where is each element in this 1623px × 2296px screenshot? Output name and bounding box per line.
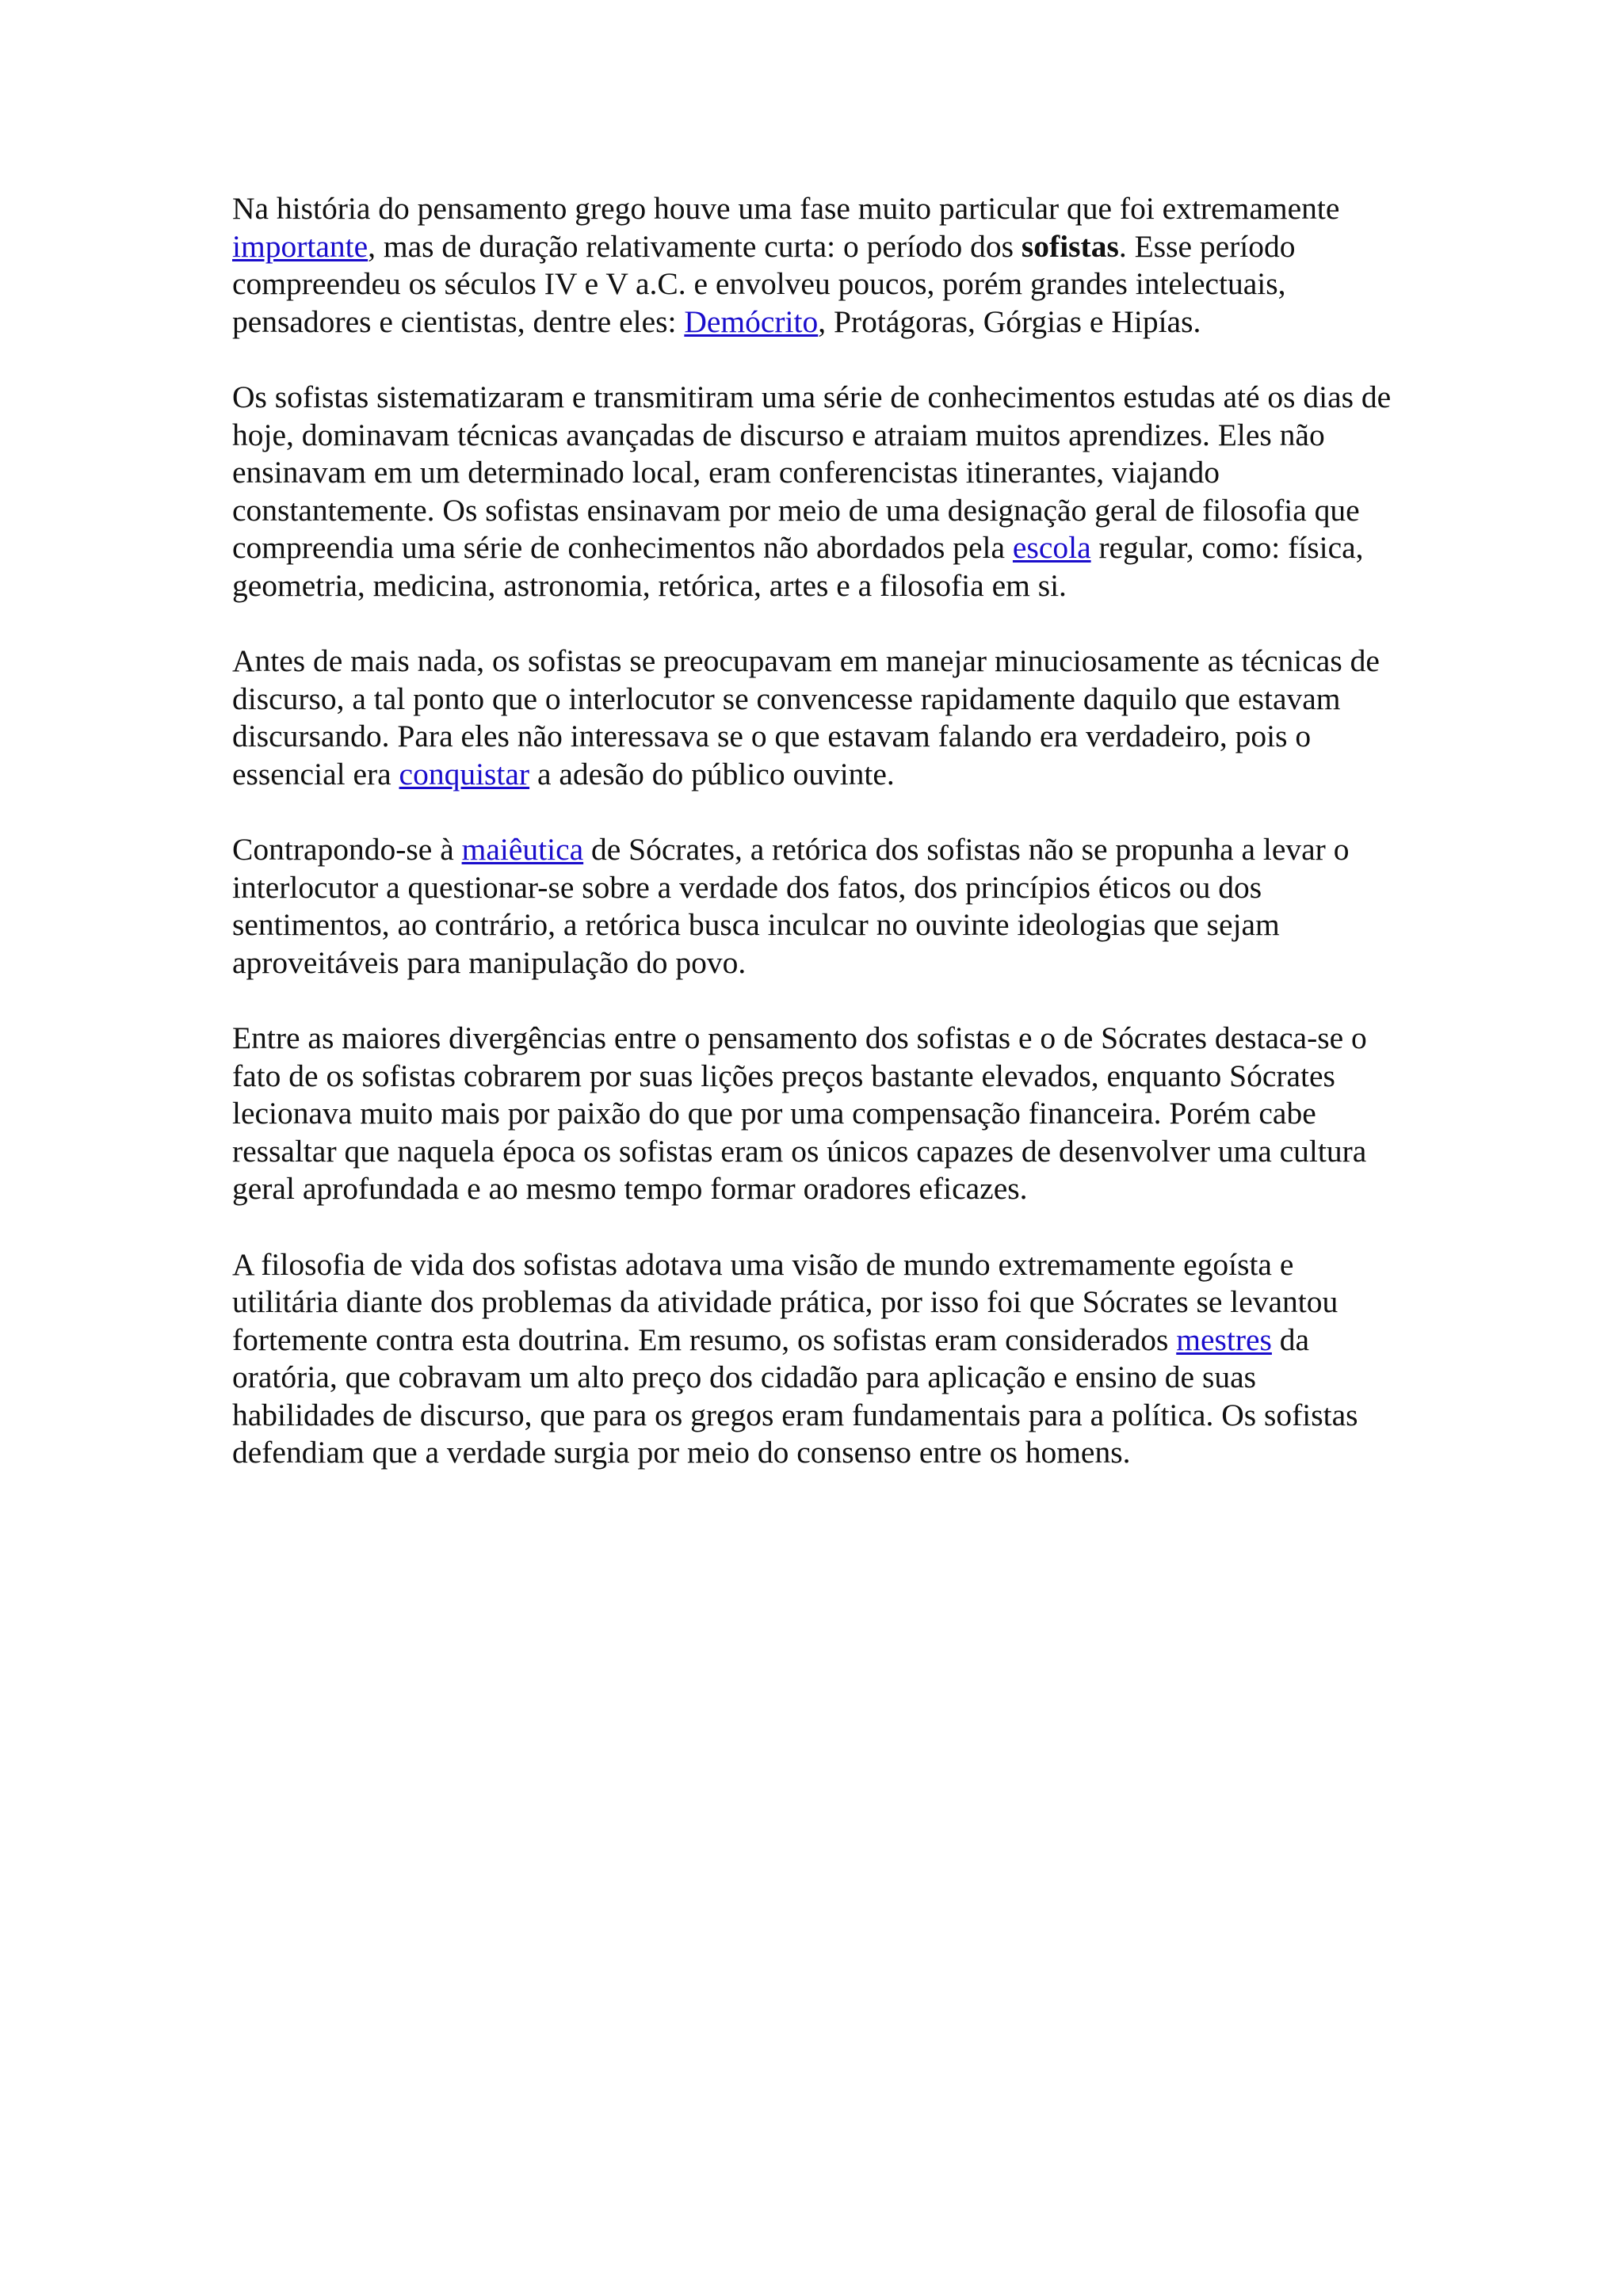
text-segment: A filosofia de vida dos sofistas adotava uma visão de mundo extremamente egoísta e utilitária diante dos problemas da atividade prática, por isso foi que Sócrates se levantou fortemente contra esta doutrina. Em resumo, os sofistas eram considerados	[232, 1246, 1338, 1357]
paragraph-4	[232, 831, 1405, 982]
link-democrito[interactable]: Demócrito	[684, 303, 819, 339]
text-segment: Na história do pensamento grego houve uma fase muito particular que foi extremamente	[232, 191, 1340, 226]
text-segment: de Sócrates, a retórica dos sofistas não se propunha a levar o interlocutor a questionar-se sobre a verdade dos fatos, dos princípios éticos ou dos sentimentos, ao contrário, a retórica busca inculcar no ouvinte ideologias que sejam aproveitáveis para manipulação do povo.	[232, 832, 1350, 980]
bold-term-sofistas: sofistas	[1021, 228, 1119, 264]
text-segment: , Protágoras, Górgias e Hipías.	[818, 303, 1201, 339]
link-importante[interactable]: importante	[232, 228, 369, 264]
link-conquistar[interactable]: conquistar	[399, 756, 530, 791]
text-segment: regular, como: física, geometria, medicina, astronomia, retórica, artes e a filosofia em si.	[232, 530, 1364, 603]
paragraph-5	[232, 1020, 1405, 1208]
text-segment: , mas de duração relativamente curta: o período dos	[368, 228, 1022, 264]
text-segment: da oratória, que cobravam um alto preço dos cidadão para aplicação e ensino de suas habilidades de discurso, que para os gregos eram fundamentais para a política. Os sofistas defendiam que a verdade surgia por meio do consenso entre os homens.	[232, 1322, 1358, 1470]
text-segment: a adesão do público ouvinte.	[529, 756, 895, 791]
text-segment: . Esse período compreendeu os séculos IV e V a.C. e envolveu poucos, porém grandes intelectuais, pensadores e cientistas, dentre eles:	[232, 228, 1296, 339]
text-segment: Entre as maiores divergências entre o pensamento dos sofistas e o de Sócrates destaca-se o fato de os sofistas cobrarem por suas lições preços bastante elevados, enquanto Sócrates lecionava muito mais por paixão do que por uma compensação financeira. Porém cabe ressaltar que naquela época os sofistas eram os únicos capazes de desenvolver uma cultura geral aprofundada e ao mesmo tempo formar oradores eficazes.	[232, 1020, 1367, 1206]
paragraph-6	[232, 1246, 1405, 1472]
text-segment: Os sofistas sistematizaram e transmitiram uma série de conhecimentos estudas até os dias de hoje, dominavam técnicas avançadas de discurso e atraiam muitos aprendizes. Eles não ensinavam em um determinado local, eram conferencistas itinerantes, viajando constantemente. Os sofistas ensinavam por meio de uma designação geral de filosofia que compreendia uma série de conhecimentos não abordados pela	[232, 379, 1392, 565]
link-maieutica[interactable]: maiêutica	[461, 832, 584, 867]
paragraph-3	[232, 643, 1405, 793]
paragraph-1	[232, 190, 1405, 341]
document-body	[232, 190, 1405, 1510]
text-segment: Antes de mais nada, os sofistas se preocupavam em manejar minuciosamente as técnicas de discurso, a tal ponto que o interlocutor se convencesse rapidamente daquilo que estavam discursando. Para eles não interessava se o que estavam falando era verdadeiro, pois o essencial era	[232, 643, 1380, 791]
text-segment: Contrapondo-se à	[232, 832, 462, 867]
link-mestres[interactable]: mestres	[1176, 1322, 1272, 1357]
link-escola[interactable]: escola	[1012, 530, 1091, 565]
paragraph-2	[232, 379, 1405, 605]
